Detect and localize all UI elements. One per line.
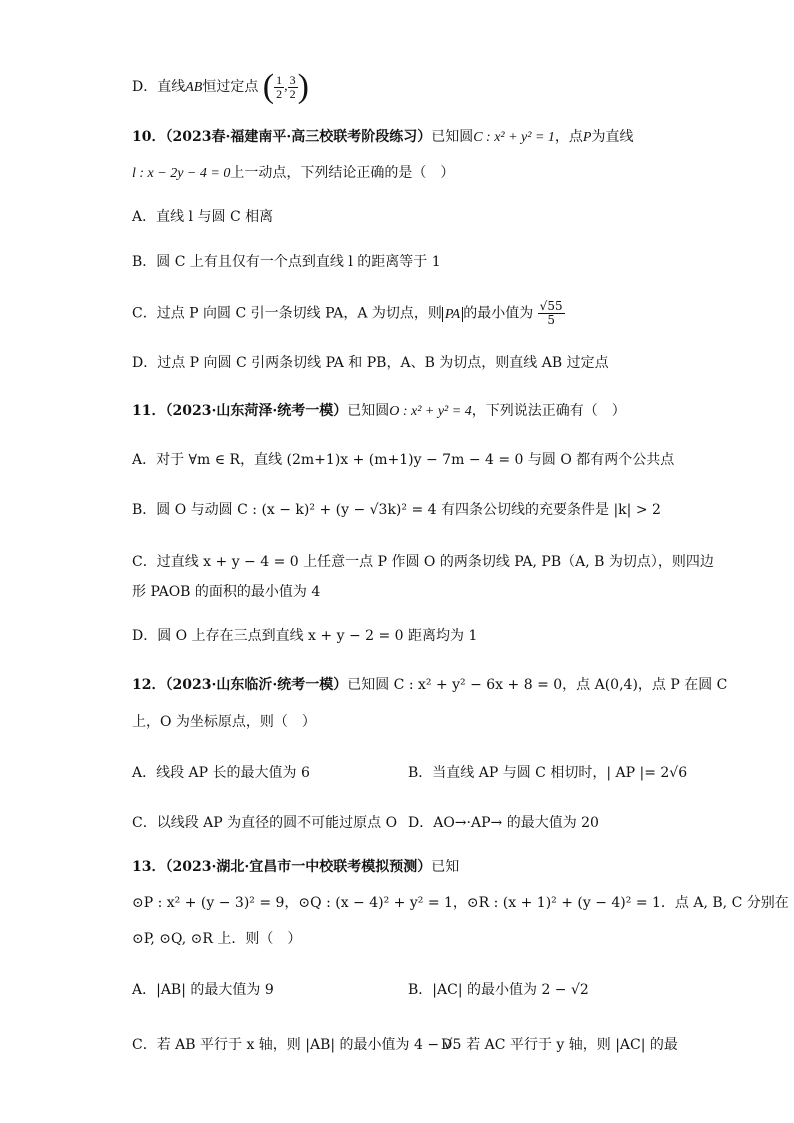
q11-option-b: B．圆 O 与动圆 C : (x − k)² + (y − √3k)² = 4 有四条公切线的充要条件是 |k| > 2 <box>132 502 661 518</box>
q10-option-d: D．过点 P 向圆 C 引两条切线 PA 和 PB，A、B 为切点，则直线 AB 过定点 <box>132 355 609 371</box>
q10-line2: l : x − 2y − 4 = 0上一动点，下列结论正确的是（ ） <box>132 165 455 181</box>
q13-line1: 13．（2023·湖北·宜昌市一中校联考模拟预测）已知 <box>132 859 460 875</box>
q12-line2: 上，O 为坐标原点，则（ ） <box>132 714 316 730</box>
q12-option-c: C．以线段 AP 为直径的圆不可能过原点 O <box>132 815 398 831</box>
q12-option-b: B．当直线 AP 与圆 C 相切时，| AP |= 2√6 <box>408 765 688 781</box>
q13-option-c: C．若 AB 平行于 x 轴，则 |AB| 的最小值为 4 − √5 <box>132 1037 462 1053</box>
q11-header: 11．（2023·山东菏泽·统考一模） <box>132 403 348 419</box>
q10-option-b: B．圆 C 上有且仅有一个点到直线 l 的距离等于 1 <box>132 254 441 270</box>
q12-header: 12．（2023·山东临沂·统考一模） <box>132 677 348 693</box>
q11-option-c-line2: 形 PAOB 的面积的最小值为 4 <box>132 584 321 600</box>
q13-header: 13．（2023·湖北·宜昌市一中校联考模拟预测） <box>132 859 432 875</box>
q10-option-a: A．直线 l 与圆 C 相离 <box>132 209 274 225</box>
q12-option-d: D．AO→·AP→ 的最大值为 20 <box>408 815 599 831</box>
q13-line3: ⊙P, ⊙Q, ⊙R 上．则（ ） <box>132 931 302 947</box>
q11-option-d: D．圆 O 上存在三点到直线 x + y − 2 = 0 距离均为 1 <box>132 628 478 644</box>
q9-fixed-point: ( $\frac{1}{2}$ , $\frac{3}{2}$ ) <box>262 68 309 105</box>
q12-line1: 12．（2023·山东临沂·统考一模）已知圆 C : x² + y² − 6x + 8 = 0，点 A(0,4)，点 P 在圆 C <box>132 677 728 693</box>
q11-line1: 11．（2023·山东菏泽·统考一模）已知圆O : x² + y² = 4，下列说法正确有（ ） <box>132 403 626 419</box>
q10-line1: 10．（2023春·福建南平·高三校联考阶段练习）已知圆C : x² + y² = 1，点P为直线 <box>132 129 634 145</box>
q10-option-c: C．过点 P 向圆 C 引一条切线 PA，A 为切点，则 PA 的最小值为 $\frac{√55}{5}$ <box>132 299 563 327</box>
q9-option-d: D．直线AB恒过定点 ( $\frac{1}{2}$ , $\frac{3}{2}$ ) <box>132 68 309 105</box>
q11-option-c-line1: C．过直线 x + y − 4 = 0 上任意一点 P 作圆 O 的两条切线 PA, PB（A, B 为切点），则四边 <box>132 554 714 570</box>
q12-option-a: A．线段 AP 长的最大值为 6 <box>132 765 310 781</box>
q10-header: 10．（2023春·福建南平·高三校联考阶段练习） <box>132 129 432 145</box>
q13-option-d: D．若 AC 平行于 y 轴，则 |AC| 的最 <box>441 1037 678 1053</box>
q13-option-b: B．|AC| 的最小值为 2 − √2 <box>408 982 589 998</box>
q13-option-a: A．|AB| 的最大值为 9 <box>132 982 274 998</box>
q13-line2: ⊙P : x² + (y − 3)² = 9，⊙Q : (x − 4)² + y² = 1，⊙R : (x + 1)² + (y − 4)² = 1．点 A, B, C 分别在 <box>132 895 789 911</box>
q11-option-a: A．对于 ∀m ∈ R，直线 (2m+1)x + (m+1)y − 7m − 4 = 0 与圆 O 都有两个公共点 <box>132 452 675 468</box>
